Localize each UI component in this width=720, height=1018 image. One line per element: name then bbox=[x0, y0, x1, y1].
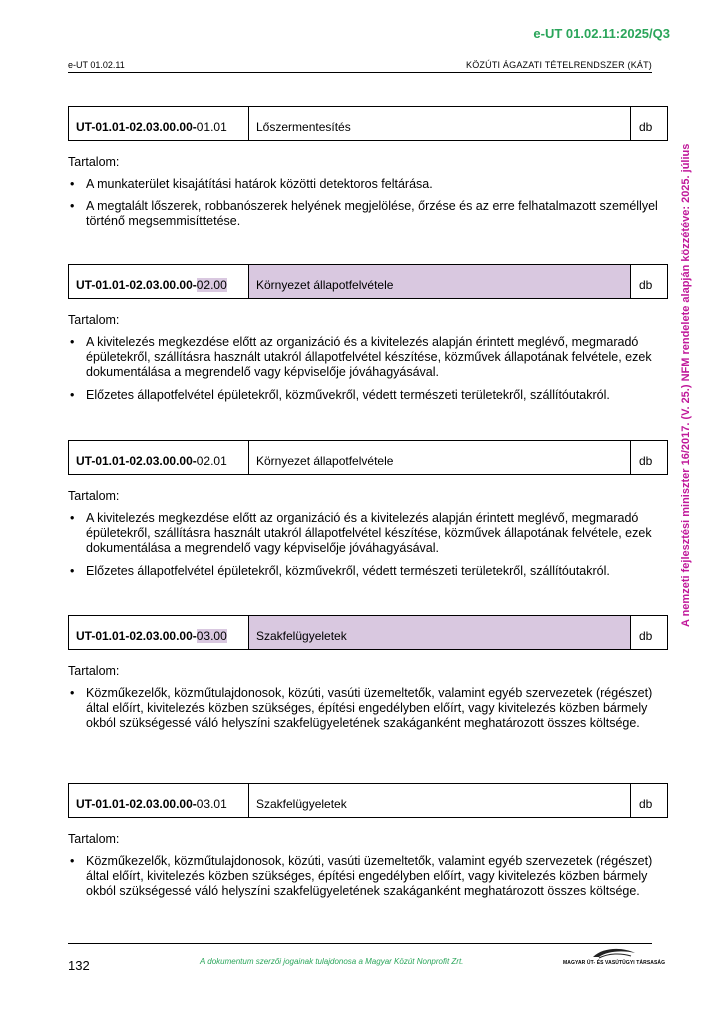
item-code-row bbox=[68, 783, 668, 818]
item-name: Környezet állapotfelvétele bbox=[249, 441, 631, 474]
content-bullet: • A megtalált lőszerek, robbanószerek helyének megjelölése, őrzése és az erre felhatalmazott személlyel történő megsemmisíttetése. bbox=[68, 199, 668, 229]
header-left: e-UT 01.02.11 bbox=[68, 60, 125, 70]
content-bullet: • A kivitelezés megkezdése előtt az organizáció és a kivitelezés alapján érintett meglévő, megmaradó épületekről, szállításra használt utakról állapotfelvétel készítése, közművek állapotának felvétele, ezek dokumentálása a megrendelő vagy képviselője jóváhagyásával. bbox=[68, 511, 668, 557]
item-code-row bbox=[68, 264, 668, 299]
item-4 bbox=[68, 783, 668, 907]
item-code-row bbox=[68, 615, 668, 650]
item-code-suffix: 01.01 bbox=[196, 120, 227, 134]
footer-divider bbox=[68, 943, 652, 944]
item-code bbox=[69, 616, 249, 649]
content-list bbox=[68, 335, 668, 403]
header-right: KÖZÚTI ÁGAZATI TÉTELRENDSZER (KÁT) bbox=[466, 60, 652, 70]
item-code bbox=[69, 441, 249, 474]
content-bullet: • Közműkezelők, közműtulajdonosok, közúti, vasúti üzemeltetők, valamint egyéb szervezetek (régészet) által előírt, kivitelezés közben szükséges, építési engedélyben előírt, vagy kivitelezés közben bármely okból szükségessé váló helyszíni szakfelügyeletének szakáganként meghatározott összes költsége. bbox=[68, 854, 668, 900]
item-1 bbox=[68, 264, 668, 410]
content-label: Tartalom: bbox=[68, 664, 120, 678]
content-bullet: • A kivitelezés megkezdése előtt az organizáció és a kivitelezés alapján érintett meglévő, megmaradó épületekről, szállításra használt utakról állapotfelvétel készítése, közművek állapotának felvétele, ezek dokumentálása a megrendelő vagy képviselője jóváhagyásával. bbox=[68, 335, 668, 381]
copyright-note: A dokumentum szerzői jogainak tulajdonosa a Magyar Közút Nonprofit Zrt. bbox=[200, 957, 464, 966]
content-list bbox=[68, 854, 668, 900]
item-code-prefix: UT-01.01-02.03.00.00- bbox=[76, 454, 197, 468]
item-unit: db bbox=[639, 797, 653, 811]
content-bullet: • Előzetes állapotfelvétel épületekről, közművekről, védett természeti területekről, szállítóutakról. bbox=[68, 388, 668, 403]
item-unit: db bbox=[639, 629, 653, 643]
content-label: Tartalom: bbox=[68, 489, 120, 503]
item-unit: db bbox=[639, 454, 653, 468]
item-code-suffix: 02.01 bbox=[196, 454, 227, 468]
item-code-prefix: UT-01.01-02.03.00.00- bbox=[76, 278, 197, 292]
content-bullet: • Előzetes állapotfelvétel épületekről, közművekről, védett természeti területekről, szállítóutakról. bbox=[68, 564, 668, 579]
item-code-row bbox=[68, 106, 668, 141]
content-list bbox=[68, 177, 668, 230]
item-code bbox=[69, 107, 249, 140]
item-2 bbox=[68, 440, 668, 586]
content-label: Tartalom: bbox=[68, 313, 120, 327]
header-divider bbox=[68, 72, 652, 73]
company-logo-text: MAGYAR ÚT- ÉS VASÚTÜGYI TÁRSASÁG bbox=[563, 960, 666, 966]
company-logo-icon bbox=[563, 945, 659, 971]
content-label: Tartalom: bbox=[68, 155, 120, 169]
side-publication-note-text: A nemzeti fejlesztési miniszter 16/2017. (V. 25.) NFM rendelete alapján közzétéve: 2025. július bbox=[680, 143, 692, 627]
content-bullet: • Közműkezelők, közműtulajdonosok, közúti, vasúti üzemeltetők, valamint egyéb szervezetek (régészet) által előírt, kivitelezés közben szükséges, építési engedélyben előírt, vagy kivitelezés közben bármely okból szükségessé váló helyszíni szakfelügyeletének szakáganként meghatározott összes költsége. bbox=[68, 686, 668, 732]
item-code-suffix: 02.00 bbox=[196, 278, 227, 292]
item-0 bbox=[68, 106, 668, 237]
item-code-suffix: 03.01 bbox=[196, 797, 227, 811]
item-code-row bbox=[68, 440, 668, 475]
content-bullet: • A munkaterület kisajátítási határok közötti detektoros feltárása. bbox=[68, 177, 668, 192]
item-unit: db bbox=[639, 120, 653, 134]
item-name: Szakfelügyeletek bbox=[249, 784, 631, 817]
item-code-prefix: UT-01.01-02.03.00.00- bbox=[76, 120, 197, 134]
item-name: Lőszermentesítés bbox=[249, 107, 631, 140]
item-code-prefix: UT-01.01-02.03.00.00- bbox=[76, 797, 197, 811]
item-code-prefix: UT-01.01-02.03.00.00- bbox=[76, 629, 197, 643]
document-code: e-UT 01.02.11:2025/Q3 bbox=[533, 26, 670, 41]
content-label: Tartalom: bbox=[68, 832, 120, 846]
item-code bbox=[69, 265, 249, 298]
content-list bbox=[68, 511, 668, 579]
item-3 bbox=[68, 615, 668, 739]
item-name: Környezet állapotfelvétele bbox=[249, 265, 631, 298]
side-publication-note bbox=[678, 97, 694, 627]
page-number: 132 bbox=[68, 958, 90, 973]
item-unit: db bbox=[639, 278, 653, 292]
content-list bbox=[68, 686, 668, 732]
item-code-suffix: 03.00 bbox=[196, 629, 227, 643]
item-name: Szakfelügyeletek bbox=[249, 616, 631, 649]
item-code bbox=[69, 784, 249, 817]
